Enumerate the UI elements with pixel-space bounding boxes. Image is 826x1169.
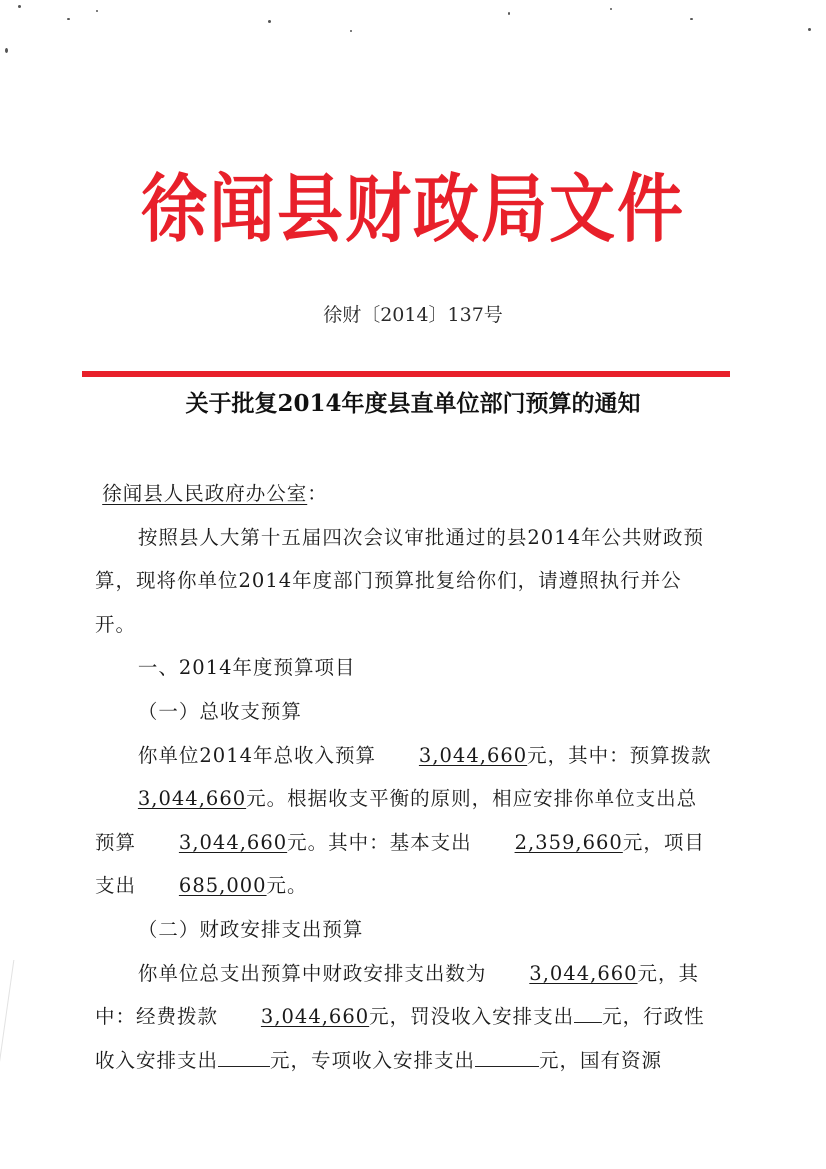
sub2-text-1: 你单位总支出预算中财政安排支出数为 [137,961,487,985]
sub2-text-3: 元，罚没收入安排支出 [369,1005,575,1029]
fiscal-expenditure-value: 3,044,660 [529,961,638,985]
scan-speck [67,18,70,20]
sub1-text-5: 元，项目支出 [95,830,705,898]
sub1-text-1: 你单位2014年总收入预算 [137,743,377,767]
budget-allocation-value: 3,044,660 [137,787,247,811]
scan-speck [268,20,271,23]
sub1-text-3: 元。根据收支平衡的原则，相应安排你单位支出总预算 [95,787,698,854]
sub1-paragraph [95,734,717,908]
sub2-heading: （二）财政安排支出预算 [137,917,364,941]
sub2-text-4: 元，行政性收入安排支出 [95,1005,705,1072]
intro-paragraph: 按照县人大第十五届四次会议审批通过的县2014年公共财政预算，现将你单位2014年度部门预算批复给你们，请遵照执行并公开。 [95,525,705,636]
sub2-text-2: 元，其中：经费拨款 [95,961,700,1029]
notice-title: 关于批复2014年度县直单位部门预算的通知 [185,390,641,417]
scan-speck [18,5,21,8]
sub1-text-6: 元。 [266,874,308,898]
scan-speck [350,30,352,32]
sub1-text-2: 元，其中：预算拨款 [527,743,712,767]
scan-speck [690,18,693,20]
sub2-text-5: 元，专项收入安排支出 [270,1048,476,1072]
scan-speck [610,8,612,10]
admin-income-blank [218,1045,270,1066]
scan-speck [808,28,811,31]
sub2-paragraph [95,952,717,1083]
scan-speck [5,48,8,53]
document-number: 徐财〔2014〕137号 [323,304,503,326]
scan-edge-line [0,960,48,1150]
sub1-text-4: 元。其中：基本支出 [287,830,472,854]
scan-speck [508,12,510,15]
special-income-blank [475,1045,539,1066]
recipient-name: 徐闻县人民政府办公室 [102,482,308,505]
total-income-value: 3,044,660 [418,743,528,767]
sub1-heading: （一）总收支预算 [137,699,302,723]
funding-allocation-value: 3,044,660 [260,1005,370,1029]
recipient-suffix: ： [307,482,328,505]
project-expenditure-value: 685,000 [178,874,267,898]
sub2-text-6: 元，国有资源 [539,1048,663,1072]
fine-income-blank [574,1002,602,1023]
total-expenditure-value: 3,044,660 [178,830,288,854]
scan-speck [96,10,98,12]
document-body [95,472,717,1082]
recipient-line [95,472,717,516]
red-divider-line [82,371,730,377]
org-header-title: 徐闻县财政局文件 [141,166,685,253]
basic-expenditure-value: 2,359,660 [514,830,623,854]
section1-heading: 一、2014年度预算项目 [137,656,356,680]
